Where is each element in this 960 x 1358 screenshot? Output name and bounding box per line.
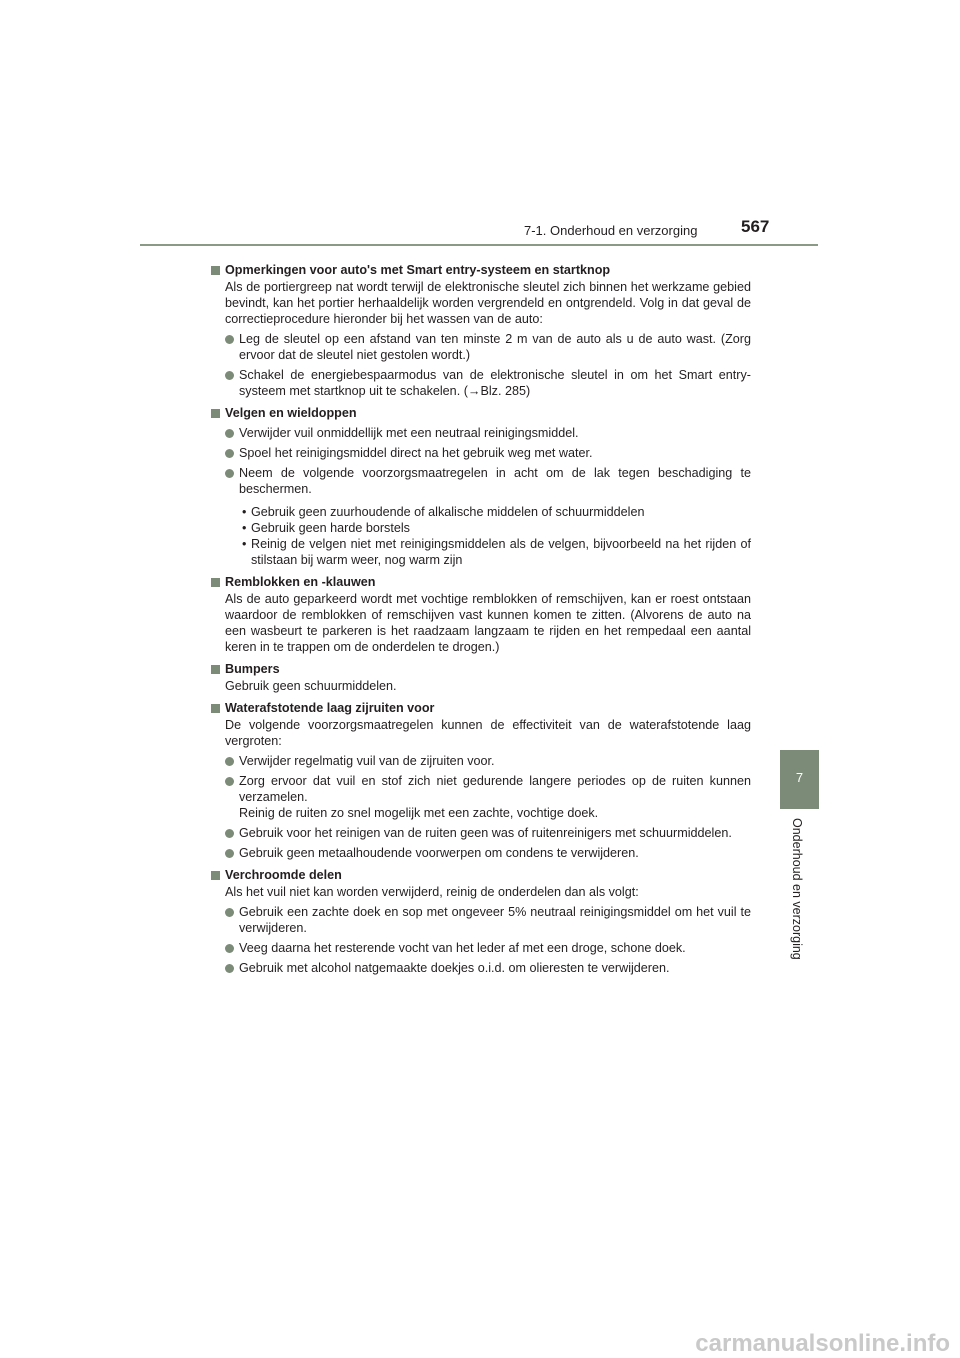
circle-bullet-icon (225, 777, 234, 786)
list-item (211, 773, 751, 821)
circle-bullet-icon (225, 449, 234, 458)
circle-bullet-icon (225, 757, 234, 766)
circle-bullet-icon (225, 849, 234, 858)
circle-bullet-icon (225, 335, 234, 344)
list-item-text: Schakel de energiebespaarmodus van de elektronische sleutel in om het Smart entry-systeem met startknop uit te schakelen. (→Blz. 285) (239, 368, 751, 398)
circle-bullet-icon (225, 944, 234, 953)
section-paragraph: Als de auto geparkeerd wordt met vochtige remblokken of remschijven, kan er roest ontstaan waardoor de remblokken of remschijven vast kunnen komen te zitten. (Alvorens de auto na een wasbeurt te parkeren is het raadzaam langzaam te rijden en het rempedaal een aantal keren in te trappen om de onderdelen te drogen.) (225, 592, 751, 654)
watermark (0, 1326, 960, 1358)
square-bullet-icon (211, 871, 220, 880)
section-title: Velgen en wieldoppen (225, 406, 357, 420)
list-item-text: Veeg daarna het resterende vocht van het leder af met een droge, schone doek. (239, 941, 686, 955)
section-heading (211, 700, 751, 716)
dot-bullet-icon: • (242, 537, 247, 551)
circle-bullet-icon (225, 469, 234, 478)
list-item (211, 367, 751, 399)
list-item-extra-text: Reinig de ruiten zo snel mogelijk met een zachte, vochtige doek. (239, 806, 599, 820)
watermark-text: carmanualsonline.info (695, 1330, 950, 1357)
section-heading (211, 661, 751, 677)
dot-bullet-icon: • (242, 505, 247, 519)
square-bullet-icon (211, 665, 220, 674)
square-bullet-icon (211, 578, 220, 587)
chapter-side-label: Onderhoud en verzorging (790, 818, 804, 960)
page-content (211, 256, 751, 980)
square-bullet-icon (211, 266, 220, 275)
square-bullet-icon (211, 409, 220, 418)
circle-bullet-icon (225, 908, 234, 917)
header-rule (140, 244, 818, 246)
section-paragraph: De volgende voorzorgsmaatregelen kunnen de effectiviteit van de waterafstotende laag vergroten: (225, 718, 751, 748)
circle-bullet-icon (225, 429, 234, 438)
circle-bullet-icon (225, 829, 234, 838)
list-item (211, 445, 751, 461)
list-item (211, 960, 751, 976)
section-heading (211, 574, 751, 590)
list-item (211, 331, 751, 363)
circle-bullet-icon (225, 964, 234, 973)
square-bullet-icon (211, 704, 220, 713)
page-header (140, 205, 818, 245)
list-item-text: Zorg ervoor dat vuil en stof zich niet gedurende langere periodes op de ruiten kunnen verzamelen. (239, 774, 751, 804)
dot-bullet-icon: • (242, 521, 247, 535)
section-heading (211, 867, 751, 883)
sub-list-item (211, 520, 751, 536)
list-item-text: Leg de sleutel op een afstand van ten minste 2 m van de auto als u de auto wast. (Zorg ervoor dat de sleutel niet gestolen wordt.) (239, 332, 751, 362)
sub-list-item-text: Gebruik geen harde borstels (251, 521, 410, 535)
list-item-text: Gebruik geen metaalhoudende voorwerpen om condens te verwijderen. (239, 846, 639, 860)
section-title: Remblokken en -klauwen (225, 575, 376, 589)
list-item-text: Verwijder regelmatig vuil van de zijruiten voor. (239, 754, 495, 768)
page-number: 567 (741, 217, 770, 236)
list-item (211, 940, 751, 956)
section-paragraph: Als de portiergreep nat wordt terwijl de elektronische sleutel zich binnen het werkzame gebied bevindt, kan het portier herhaaldelijk worden vergrendeld en ontgrendeld. Volg in dat geval de correctieprocedure hieronder bij het wassen van de auto: (225, 280, 751, 326)
section-title: Waterafstotende laag zijruiten voor (225, 701, 435, 715)
list-item (211, 904, 751, 936)
sub-list-item-text: Reinig de velgen niet met reinigingsmiddelen als de velgen, bijvoorbeeld na het rijden of stilstaan bij warm weer, nog warm zijn (251, 537, 751, 567)
section-heading (211, 262, 751, 278)
chapter-tab (780, 750, 819, 809)
sub-list-item (211, 536, 751, 568)
sub-list-item-text: Gebruik geen zuurhoudende of alkalische middelen of schuurmiddelen (251, 505, 645, 519)
section-heading (211, 405, 751, 421)
section-title: Opmerkingen voor auto's met Smart entry-systeem en startknop (225, 263, 611, 277)
list-item-text: Gebruik voor het reinigen van de ruiten geen was of ruitenreinigers met schuurmiddelen. (239, 826, 732, 840)
list-item-text: Verwijder vuil onmiddellijk met een neutraal reinigingsmiddel. (239, 426, 579, 440)
list-item (211, 825, 751, 841)
list-item-text: Gebruik een zachte doek en sop met ongeveer 5% neutraal reinigingsmiddel om het vuil te verwijderen. (239, 905, 751, 935)
list-item-text: Gebruik met alcohol natgemaakte doekjes o.i.d. om olieresten te verwijderen. (239, 961, 670, 975)
header-section-title: 7-1. Onderhoud en verzorging (524, 223, 698, 238)
list-item (211, 753, 751, 769)
sub-list-item (211, 504, 751, 520)
circle-bullet-icon (225, 371, 234, 380)
section-title: Verchroomde delen (225, 868, 342, 882)
chapter-tab-number: 7 (795, 770, 804, 785)
section-title: Bumpers (225, 662, 280, 676)
section-paragraph: Als het vuil niet kan worden verwijderd, reinig de onderdelen dan als volgt: (225, 885, 639, 899)
list-item (211, 845, 751, 861)
section-paragraph: Gebruik geen schuurmiddelen. (225, 679, 397, 693)
list-item-text: Spoel het reinigingsmiddel direct na het gebruik weg met water. (239, 446, 593, 460)
list-item (211, 465, 751, 497)
list-item-text: Neem de volgende voorzorgsmaatregelen in acht om de lak tegen beschadiging te beschermen. (239, 466, 751, 496)
list-item (211, 425, 751, 441)
